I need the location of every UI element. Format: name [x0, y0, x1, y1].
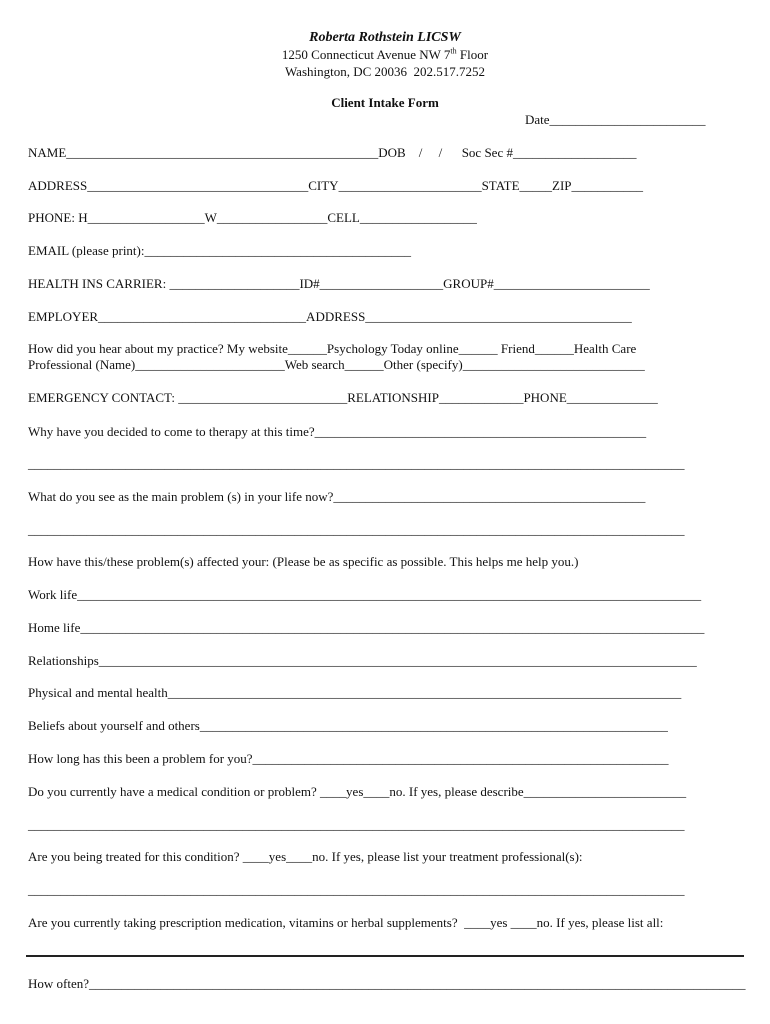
divider-rule: [26, 955, 744, 957]
why-therapy-field[interactable]: Why have you decided to come to therapy at this time?___________________________________________________: [28, 424, 647, 439]
clinician-name: Roberta Rothstein LICSW: [309, 30, 461, 45]
referral-line-2[interactable]: Professional (Name)_______________________Web search______Other (specify)____________________________: [28, 357, 645, 372]
how-long-field[interactable]: How long has this been a problem for you?________________________________________________________________: [28, 751, 669, 766]
treated-field[interactable]: Are you being treated for this condition? ____yes____no. If yes, please list your treatment professional(s):: [28, 849, 583, 864]
work-life-field[interactable]: Work life________________________________________________________________________________________________: [28, 587, 702, 602]
referral-line-1[interactable]: How did you hear about my practice? My website______Psychology Today online______ Friend______Health Care: [28, 341, 637, 356]
relationships-field[interactable]: Relationships____________________________________________________________________________________________: [28, 653, 697, 668]
home-life-field[interactable]: Home life________________________________________________________________________________________________: [28, 620, 705, 635]
how-often-field[interactable]: How often?_____________________________________________________________________________________________________: [28, 976, 746, 991]
main-problem-blank-line[interactable]: _____________________________________________________________________________________________________: [28, 522, 685, 537]
name-dob-ssn-row[interactable]: NAME________________________________________________DOB / / Soc Sec #___________________: [28, 145, 637, 160]
email-field[interactable]: EMAIL (please print):_________________________________________: [28, 243, 411, 258]
employer-row[interactable]: EMPLOYER________________________________ADDRESS_________________________________________: [28, 309, 632, 324]
why-therapy-blank-line[interactable]: _____________________________________________________________________________________________________: [28, 456, 685, 471]
address-row[interactable]: ADDRESS__________________________________CITY______________________STATE_____ZIP___________: [28, 178, 644, 193]
medical-condition-field[interactable]: Do you currently have a medical condition or problem? ____yes____no. If yes, please describe_________________________: [28, 784, 687, 799]
office-city-phone: Washington, DC 20036 202.517.7252: [284, 64, 486, 79]
insurance-row[interactable]: HEALTH INS CARRIER: ____________________ID#___________________GROUP#________________________: [28, 276, 650, 291]
treated-blank-line[interactable]: _____________________________________________________________________________________________________: [28, 882, 685, 897]
date-field[interactable]: Date________________________: [525, 112, 706, 127]
affected-prompt: How have this/these problem(s) affected your: (Please be as specific as possible. This helps me help you.): [28, 554, 579, 569]
physical-mental-health-field[interactable]: Physical and mental health_______________________________________________________________________________: [28, 685, 682, 700]
phone-row[interactable]: PHONE: H__________________W_________________CELL__________________: [28, 210, 477, 225]
medical-condition-blank-line[interactable]: _____________________________________________________________________________________________________: [28, 817, 685, 832]
beliefs-field[interactable]: Beliefs about yourself and others________________________________________________________________________: [28, 718, 668, 733]
office-address: 1250 Connecticut Avenue NW 7th Floor: [281, 46, 489, 62]
main-problem-field[interactable]: What do you see as the main problem (s) in your life now?________________________________________________: [28, 489, 646, 504]
medication-field[interactable]: Are you currently taking prescription medication, vitamins or herbal supplements? ____yes ____no. If yes, please list all:: [28, 915, 664, 930]
form-title: Client Intake Form: [331, 95, 439, 110]
emergency-contact-row[interactable]: EMERGENCY CONTACT: __________________________RELATIONSHIP_____________PHONE______________: [28, 390, 658, 405]
